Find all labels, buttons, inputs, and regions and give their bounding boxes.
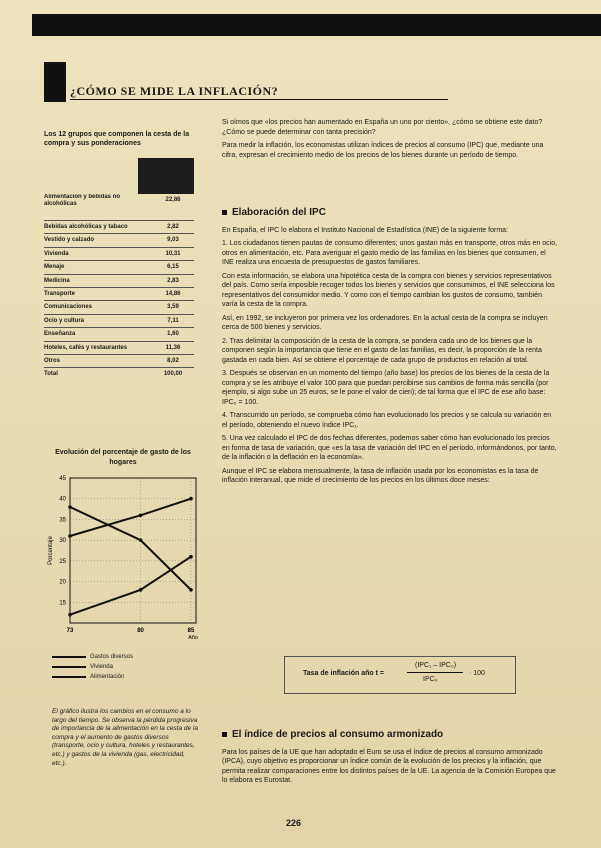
intro-paragraph: Para medir la inflación, los economistas utilizan índices de precios al consumo (IPC) que, mediante una cifra, expresan el crecimiento medio de los precios de los bienes durante un período de tiempo. [222, 142, 544, 159]
line-chart [44, 470, 204, 645]
y-tick-label: 20 [59, 579, 66, 586]
series-line [70, 557, 191, 615]
y-tick-label: 40 [59, 496, 66, 503]
y-tick-label: 30 [59, 538, 66, 545]
chapter-title: ¿CÓMO SE MIDE LA INFLACIÓN? [70, 84, 448, 100]
inflation-formula [284, 656, 516, 694]
section-bullet-icon [222, 732, 227, 737]
table-title: Los 12 grupos que componen la cesta de la compra y sus ponderaciones [44, 131, 190, 147]
row-label: Comunicaciones [44, 304, 93, 311]
paragraph: Aunque el IPC se elabora mensualmente, la tasa de inflación usada por los economistas es la tasa de inflación interanual, que mide el crecimiento de los precios en los últimos doce meses: [222, 467, 539, 484]
table-row [44, 342, 194, 355]
legend-item: Alimentación [52, 672, 133, 682]
row-label: Ocio y cultura [44, 317, 85, 324]
x-tick-label: 85 [187, 628, 195, 634]
paragraph: Así, en 1992, se incluyeron por primera vez los ordenadores. En la actual cesta de la compra se incluyen cerca de 500 bienes y servicios. [222, 314, 548, 331]
formula-denominator: IPC₀ [423, 676, 438, 683]
y-axis-label: Porcentaje [48, 536, 54, 565]
data-point [68, 534, 72, 538]
x-axis-label: Año [188, 635, 198, 641]
row-value: 7,11 [167, 317, 179, 324]
table-row [44, 355, 194, 368]
paragraph: 5. Una vez calculado el IPC de dos fechas diferentes, podemos saber cómo han evolucionado los precios en forma de tasa de variación, que «es la tasa de variación del IPC en el período, informándonos, por tanto, de la inflación o la deflación en la economía». [222, 435, 557, 461]
chart-caption: El gráfico ilustra los cambios en el consumo a lo largo del tiempo. Se observa la pérdida progresiva de importancia de la alimentación en la cesta de la compra y el aumento de gastos diversos (transporte, ocio y cultura, hoteles y restaurantes, etc.) y gastos de la vivienda (gas, electricidad, etc.). [52, 708, 198, 767]
row-value: 22,86 [165, 197, 181, 203]
paragraph: 2. Tras delimitar la composición de la cesta de la compra, se pondera cada uno de los bienes que la componen según la importancia que tiene en el gasto de las familias, es decir, la proporción de la renta gastada en cada bien. Así se obtiene el porcentaje de cada grupo de productos en relación al total. [222, 337, 542, 364]
table-row [44, 288, 194, 301]
plot-frame [70, 478, 196, 623]
row-label: Alimentación y bebidas no alcohólicas [44, 194, 121, 207]
data-point [139, 538, 143, 542]
section-elaboracion [222, 208, 558, 490]
formula-multiplier: · 100 [469, 670, 485, 677]
table-row [44, 275, 194, 288]
data-point [139, 588, 143, 592]
row-label: Medicina [44, 277, 70, 284]
y-tick-label: 45 [59, 476, 66, 482]
x-tick-label: 73 [66, 628, 74, 634]
row-value: 2,82 [167, 224, 179, 230]
table-row [44, 221, 194, 234]
table-header [44, 158, 194, 194]
table-row [44, 234, 194, 247]
section-bullet-icon [222, 210, 227, 215]
row-label: Bebidas alcohólicas y tabaco [44, 224, 128, 230]
data-point [68, 613, 72, 617]
row-value: 10,31 [165, 250, 181, 257]
chart-legend [52, 652, 133, 682]
data-point [68, 505, 72, 509]
row-value: 6,15 [167, 264, 179, 271]
data-point [189, 497, 193, 501]
row-label: Vivienda [44, 250, 69, 257]
row-value: 14,86 [165, 290, 181, 297]
table-row [44, 315, 194, 328]
y-tick-label: 35 [59, 517, 66, 524]
table-row [44, 248, 194, 261]
section-ipca [222, 730, 558, 790]
paragraph: 1. Los ciudadanos tienen pautas de consumo diferentes; unos gastan más en transporte, otros más en ocio, otros en alimentación, etc. Para averiguar el gasto medio de las familias en los bienes que consumen, el INE realiza una encuesta de presupuestos de gastos familiares. [222, 240, 558, 266]
intro-paragraph: Si oímos que «los precios han aumentado en España un uno por ciento», ¿cómo se obtiene este dato? ¿Cómo se puede determinar con tanta precisión? [222, 119, 543, 136]
row-value: 2,83 [167, 277, 179, 284]
chart-title: Evolución del porcentaje de gasto de los hogares [55, 449, 191, 466]
table-row [44, 261, 194, 274]
table-row [44, 194, 194, 221]
paragraph: En España, el IPC lo elabora el Instituto Nacional de Estadística (INE) de la siguiente forma: [222, 226, 508, 234]
row-label: Vestido y calzado [44, 237, 95, 244]
data-point [189, 588, 193, 592]
series-line [70, 499, 191, 536]
legend-item: Vivienda [52, 662, 133, 672]
row-label: Enseñanza [44, 331, 76, 338]
page-number: 226 [286, 818, 302, 828]
row-label: Menaje [44, 264, 65, 271]
formula-label: Tasa de inflación año t = [303, 670, 384, 677]
row-label: Transporte [44, 290, 76, 297]
row-label: Otros [44, 357, 61, 364]
x-tick-label: 80 [137, 628, 144, 634]
table-row [44, 368, 194, 380]
row-value: 1,60 [167, 331, 179, 338]
table-row [44, 301, 194, 314]
row-value: 3,59 [167, 304, 179, 311]
section-title: Elaboración del IPC [232, 207, 326, 218]
table-row [44, 328, 194, 341]
intro-text [222, 118, 558, 164]
formula-numerator: (IPC₁ – IPC₀) [415, 662, 457, 669]
row-value: 11,36 [165, 344, 181, 351]
chapter-number-block [44, 62, 66, 102]
section-title: El índice de precios al consumo armonizado [232, 729, 444, 740]
row-label: Total [44, 371, 58, 378]
paragraph: Con esta información, se elabora una hipotética cesta de la compra con bienes y servicios representativos del país. Como sería imposible recoger todos los bienes y servicios que consumimos, el INE selecciona los representativos del consumidor medio. Y como con el tiempo cambian los gustos de consumo, también varía la cesta de la compra. [222, 272, 555, 308]
y-tick-label: 25 [59, 558, 66, 565]
data-point [189, 555, 193, 559]
data-point [139, 513, 143, 517]
row-value: 100,00 [163, 371, 183, 378]
top-black-bar [32, 14, 601, 36]
paragraph: 4. Transcurrido un período, se comprueba cómo han evolucionado los precios y se calcula su variación en el período, obteniendo el nuevo índice IPC₁. [222, 412, 552, 429]
row-value: 9,03 [167, 237, 179, 244]
paragraph: 3. Después se observan en un momento del tiempo (año base) los precios de los bienes de la cesta de la compra y se les atribuye el valor 100 para que puedan percibirse sus cambios de forma más sencilla (por ejemplo, si algo sube un 25 euros, se le pone el valor de cien); de tal forma que el IPC de ese año base: IPC₀ = 100. [222, 370, 550, 406]
paragraph: Para los países de la UE que han adoptado el Euro se usa el índice de precios al consumo armonizado (IPCA), cuyo objetivo es proporcionar un índice común de la evolución de los precios y la inflación, que permita realizar comparaciones entre los distintos países de la UE. La agencia de la Comisión Europea que lo elabora es Eurostat. [222, 748, 556, 784]
legend-item: Gastos diversos [52, 652, 133, 662]
row-value: 8,02 [167, 357, 179, 364]
row-label: Hoteles, cafés y restaurantes [44, 344, 128, 351]
y-tick-label: 15 [59, 600, 66, 607]
weights-table [44, 158, 194, 381]
